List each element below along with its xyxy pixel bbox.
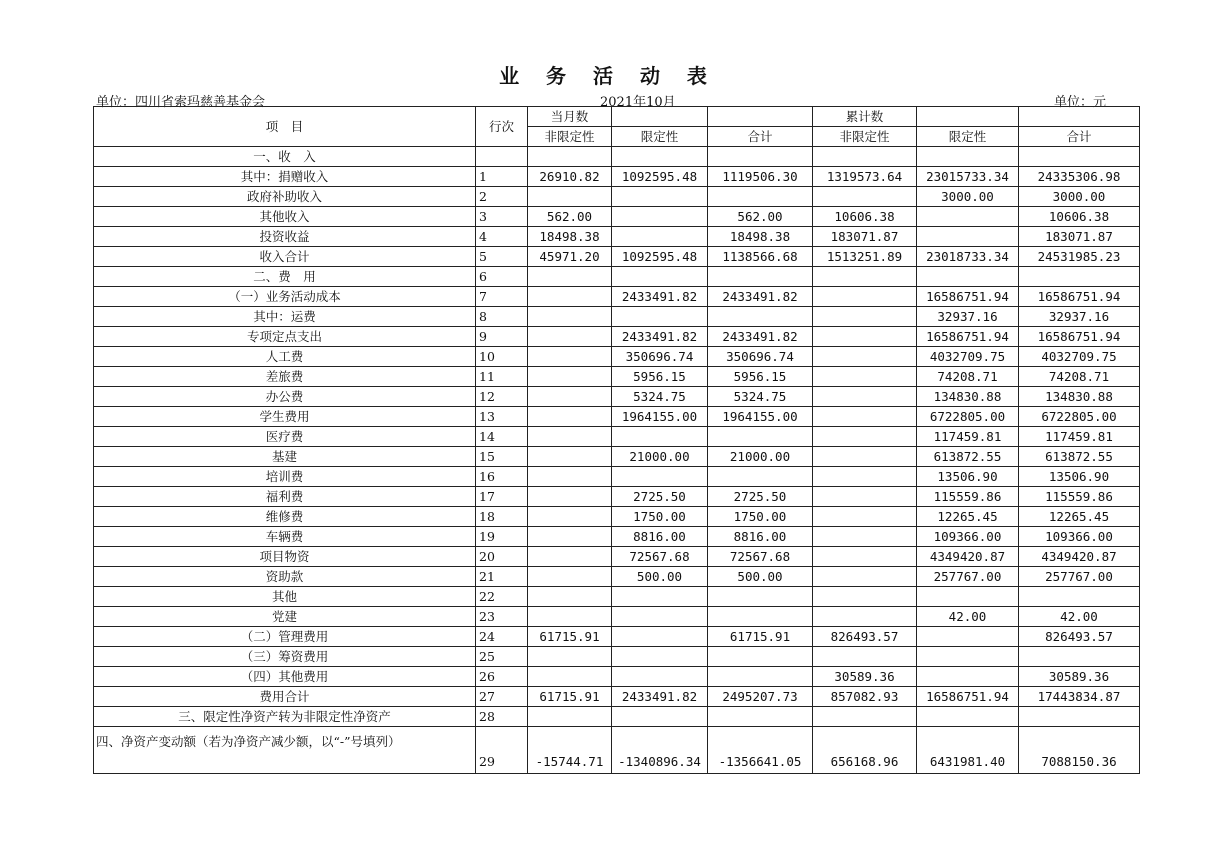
cell-cumulative-restricted	[917, 147, 1019, 167]
cell-month-unrestricted: 18498.38	[528, 227, 612, 247]
row-item-label: 三、限定性净资产转为非限定性净资产	[94, 707, 476, 727]
row-line-number: 20	[476, 547, 528, 567]
cell-cumulative-total: 6722805.00	[1019, 407, 1140, 427]
cell-month-unrestricted	[528, 567, 612, 587]
cell-cumulative-total: 134830.88	[1019, 387, 1140, 407]
cell-cumulative-total: 4032709.75	[1019, 347, 1140, 367]
cell-cumulative-total: 12265.45	[1019, 507, 1140, 527]
cell-cumulative-restricted	[917, 647, 1019, 667]
cell-cumulative-restricted: 13506.90	[917, 467, 1019, 487]
row-item-label: 学生费用	[94, 407, 476, 427]
cell-cumulative-total: 16586751.94	[1019, 327, 1140, 347]
cell-month-total	[708, 267, 813, 287]
table-row	[94, 447, 1140, 467]
cell-cumulative-unrestricted: 1319573.64	[813, 167, 917, 187]
row-line-number: 5	[476, 247, 528, 267]
cell-month-restricted	[612, 187, 708, 207]
header-blank-cell	[917, 107, 1019, 127]
cell-month-restricted: 8816.00	[612, 527, 708, 547]
cell-month-restricted: 72567.68	[612, 547, 708, 567]
cell-cumulative-unrestricted: 183071.87	[813, 227, 917, 247]
cell-month-unrestricted	[528, 147, 612, 167]
cell-month-unrestricted	[528, 287, 612, 307]
table-row	[94, 347, 1140, 367]
row-item-label: （一）业务活动成本	[94, 287, 476, 307]
cell-month-total: 1964155.00	[708, 407, 813, 427]
cell-month-total: 8816.00	[708, 527, 813, 547]
cell-month-total	[708, 307, 813, 327]
cell-month-unrestricted	[528, 387, 612, 407]
cell-cumulative-unrestricted	[813, 347, 917, 367]
table-row	[94, 507, 1140, 527]
row-item-label: 一、收 入	[94, 147, 476, 167]
table-row	[94, 427, 1140, 447]
cell-cumulative-restricted: 16586751.94	[917, 687, 1019, 707]
cell-cumulative-restricted: 6722805.00	[917, 407, 1019, 427]
cell-month-unrestricted	[528, 587, 612, 607]
row-item-label: 其中：运费	[94, 307, 476, 327]
cell-month-total	[708, 707, 813, 727]
cell-month-total: 562.00	[708, 207, 813, 227]
cell-cumulative-total	[1019, 707, 1140, 727]
cell-cumulative-total: 183071.87	[1019, 227, 1140, 247]
cell-cumulative-restricted: 257767.00	[917, 567, 1019, 587]
row-item-label: 福利费	[94, 487, 476, 507]
row-item-label: 培训费	[94, 467, 476, 487]
cell-month-restricted	[612, 667, 708, 687]
cell-cumulative-total: 74208.71	[1019, 367, 1140, 387]
row-item-label: 二、费 用	[94, 267, 476, 287]
cell-month-unrestricted	[528, 407, 612, 427]
cell-month-restricted: 2433491.82	[612, 287, 708, 307]
table-row	[94, 167, 1140, 187]
cell-cumulative-unrestricted: 10606.38	[813, 207, 917, 227]
cell-cumulative-unrestricted	[813, 427, 917, 447]
cell-month-total: 1119506.30	[708, 167, 813, 187]
cell-cumulative-restricted: 613872.55	[917, 447, 1019, 467]
cell-cumulative-total: 7088150.36	[1019, 727, 1140, 774]
row-line-number: 16	[476, 467, 528, 487]
cell-month-restricted	[612, 707, 708, 727]
cell-cumulative-total: 115559.86	[1019, 487, 1140, 507]
cell-month-restricted: 1092595.48	[612, 167, 708, 187]
cell-month-unrestricted	[528, 527, 612, 547]
row-item-label: 费用合计	[94, 687, 476, 707]
header-cumulative-restricted: 限定性	[917, 127, 1019, 147]
cell-month-total	[708, 607, 813, 627]
row-item-label: 车辆费	[94, 527, 476, 547]
cell-month-total	[708, 467, 813, 487]
cell-cumulative-unrestricted	[813, 447, 917, 467]
row-line-number: 25	[476, 647, 528, 667]
row-item-label: 医疗费	[94, 427, 476, 447]
row-line-number: 22	[476, 587, 528, 607]
cell-cumulative-total: 32937.16	[1019, 307, 1140, 327]
cell-cumulative-unrestricted	[813, 607, 917, 627]
cell-month-restricted: 2433491.82	[612, 687, 708, 707]
cell-month-unrestricted	[528, 707, 612, 727]
cell-month-unrestricted: -15744.71	[528, 727, 612, 774]
cell-month-unrestricted	[528, 667, 612, 687]
cell-cumulative-restricted	[917, 627, 1019, 647]
row-line-number: 11	[476, 367, 528, 387]
row-line-number: 8	[476, 307, 528, 327]
row-item-label: 其他	[94, 587, 476, 607]
table-row	[94, 187, 1140, 207]
cell-month-unrestricted	[528, 547, 612, 567]
cell-month-unrestricted	[528, 347, 612, 367]
cell-month-total: 1750.00	[708, 507, 813, 527]
cell-cumulative-restricted	[917, 267, 1019, 287]
table-row	[94, 307, 1140, 327]
table-row	[94, 607, 1140, 627]
cell-cumulative-unrestricted: 656168.96	[813, 727, 917, 774]
cell-cumulative-unrestricted	[813, 147, 917, 167]
cell-month-total: 1138566.68	[708, 247, 813, 267]
row-line-number: 10	[476, 347, 528, 367]
cell-month-total	[708, 647, 813, 667]
cell-month-total: 350696.74	[708, 347, 813, 367]
cell-cumulative-unrestricted	[813, 467, 917, 487]
cell-cumulative-unrestricted	[813, 267, 917, 287]
cell-month-restricted	[612, 147, 708, 167]
table-row	[94, 547, 1140, 567]
table-row	[94, 687, 1140, 707]
cell-cumulative-total: 613872.55	[1019, 447, 1140, 467]
cell-cumulative-restricted: 134830.88	[917, 387, 1019, 407]
cell-month-unrestricted: 26910.82	[528, 167, 612, 187]
cell-month-unrestricted: 45971.20	[528, 247, 612, 267]
header-month-total: 合计	[708, 127, 813, 147]
cell-month-restricted: 5956.15	[612, 367, 708, 387]
table-row	[94, 227, 1140, 247]
cell-cumulative-restricted	[917, 587, 1019, 607]
cell-month-total	[708, 667, 813, 687]
cell-cumulative-unrestricted: 826493.57	[813, 627, 917, 647]
row-item-label: 差旅费	[94, 367, 476, 387]
cell-cumulative-restricted: 4349420.87	[917, 547, 1019, 567]
cell-cumulative-total: 42.00	[1019, 607, 1140, 627]
row-item-label: （二）管理费用	[94, 627, 476, 647]
table-row	[94, 707, 1140, 727]
cell-cumulative-restricted: 6431981.40	[917, 727, 1019, 774]
cell-cumulative-unrestricted	[813, 287, 917, 307]
cell-cumulative-total: 4349420.87	[1019, 547, 1140, 567]
table-row	[94, 667, 1140, 687]
cell-month-restricted: 1750.00	[612, 507, 708, 527]
cell-month-total: 21000.00	[708, 447, 813, 467]
header-cumulative-unrestricted: 非限定性	[813, 127, 917, 147]
cell-cumulative-unrestricted	[813, 507, 917, 527]
cell-month-unrestricted	[528, 607, 612, 627]
cell-cumulative-total	[1019, 147, 1140, 167]
cell-month-unrestricted	[528, 327, 612, 347]
row-item-label: 党建	[94, 607, 476, 627]
cell-month-total: 2433491.82	[708, 287, 813, 307]
header-month-restricted: 限定性	[612, 127, 708, 147]
cell-cumulative-restricted	[917, 667, 1019, 687]
cell-cumulative-total	[1019, 267, 1140, 287]
cell-month-restricted: 1092595.48	[612, 247, 708, 267]
row-item-label: 人工费	[94, 347, 476, 367]
cell-month-restricted: 350696.74	[612, 347, 708, 367]
cell-month-unrestricted	[528, 487, 612, 507]
cell-cumulative-restricted: 74208.71	[917, 367, 1019, 387]
row-item-label: 四、净资产变动额（若为净资产减少额，以“-”号填列）	[94, 727, 476, 774]
table-row	[94, 207, 1140, 227]
table-row	[94, 467, 1140, 487]
cell-cumulative-restricted	[917, 707, 1019, 727]
cell-month-restricted: 21000.00	[612, 447, 708, 467]
cell-cumulative-total: 16586751.94	[1019, 287, 1140, 307]
row-line-number: 3	[476, 207, 528, 227]
cell-cumulative-total: 17443834.87	[1019, 687, 1140, 707]
table-row	[94, 567, 1140, 587]
header-blank-cell	[612, 107, 708, 127]
row-line-number: 13	[476, 407, 528, 427]
table-row	[94, 527, 1140, 547]
row-line-number: 7	[476, 287, 528, 307]
header-line-no: 行次	[476, 107, 528, 147]
cell-month-unrestricted	[528, 467, 612, 487]
cell-month-restricted	[612, 427, 708, 447]
row-line-number: 23	[476, 607, 528, 627]
cell-month-restricted	[612, 627, 708, 647]
cell-month-restricted: 1964155.00	[612, 407, 708, 427]
row-line-number: 12	[476, 387, 528, 407]
header-current-month: 当月数	[528, 107, 612, 127]
cell-cumulative-unrestricted	[813, 187, 917, 207]
cell-month-total	[708, 427, 813, 447]
row-line-number: 9	[476, 327, 528, 347]
table-row	[94, 267, 1140, 287]
cell-cumulative-unrestricted: 1513251.89	[813, 247, 917, 267]
row-line-number: 27	[476, 687, 528, 707]
row-item-label: 维修费	[94, 507, 476, 527]
cell-month-restricted: 2725.50	[612, 487, 708, 507]
cell-month-total: 500.00	[708, 567, 813, 587]
cell-month-restricted	[612, 647, 708, 667]
row-line-number: 19	[476, 527, 528, 547]
table-row	[94, 287, 1140, 307]
cell-cumulative-restricted: 16586751.94	[917, 327, 1019, 347]
cell-cumulative-restricted	[917, 227, 1019, 247]
organization-label: 单位：四川省索玛慈善基金会	[96, 95, 266, 110]
cell-month-restricted	[612, 267, 708, 287]
cell-month-total: 5324.75	[708, 387, 813, 407]
cell-month-unrestricted	[528, 267, 612, 287]
table-row	[94, 147, 1140, 167]
cell-cumulative-unrestricted	[813, 387, 917, 407]
cell-cumulative-restricted	[917, 207, 1019, 227]
cell-month-restricted	[612, 587, 708, 607]
cell-month-total: 2725.50	[708, 487, 813, 507]
row-item-label: （三）筹资费用	[94, 647, 476, 667]
cell-month-restricted: 2433491.82	[612, 327, 708, 347]
cell-cumulative-total: 24531985.23	[1019, 247, 1140, 267]
cell-cumulative-total: 3000.00	[1019, 187, 1140, 207]
cell-cumulative-restricted: 109366.00	[917, 527, 1019, 547]
cell-month-total: -1356641.05	[708, 727, 813, 774]
header-month-unrestricted: 非限定性	[528, 127, 612, 147]
cell-cumulative-unrestricted	[813, 307, 917, 327]
cell-cumulative-total: 24335306.98	[1019, 167, 1140, 187]
cell-month-restricted	[612, 607, 708, 627]
row-item-label: 其他收入	[94, 207, 476, 227]
cell-cumulative-unrestricted	[813, 547, 917, 567]
table-row	[94, 487, 1140, 507]
header-cumulative: 累计数	[813, 107, 917, 127]
table-row	[94, 327, 1140, 347]
report-title: 业 务 活 动 表	[499, 64, 717, 88]
row-line-number: 15	[476, 447, 528, 467]
cell-cumulative-restricted: 42.00	[917, 607, 1019, 627]
cell-cumulative-total: 117459.81	[1019, 427, 1140, 447]
activity-statement-table	[93, 106, 1140, 774]
cell-cumulative-restricted: 16586751.94	[917, 287, 1019, 307]
row-item-label: 办公费	[94, 387, 476, 407]
cell-month-unrestricted: 61715.91	[528, 687, 612, 707]
cell-month-unrestricted	[528, 307, 612, 327]
cell-month-unrestricted	[528, 427, 612, 447]
table-row	[94, 387, 1140, 407]
row-line-number: 18	[476, 507, 528, 527]
table-row	[94, 247, 1140, 267]
report-body	[94, 147, 1140, 774]
header-blank-cell	[1019, 107, 1140, 127]
cell-cumulative-restricted: 32937.16	[917, 307, 1019, 327]
table-row	[94, 727, 1140, 774]
row-line-number: 17	[476, 487, 528, 507]
currency-unit-label: 单位：元	[1054, 95, 1107, 110]
cell-month-total: 2433491.82	[708, 327, 813, 347]
row-item-label: 其中：捐赠收入	[94, 167, 476, 187]
row-item-label: （四）其他费用	[94, 667, 476, 687]
cell-month-restricted: -1340896.34	[612, 727, 708, 774]
cell-month-unrestricted	[528, 447, 612, 467]
report-period: 2021年10月	[600, 95, 676, 110]
header-item: 项 目	[94, 107, 476, 147]
cell-cumulative-restricted: 4032709.75	[917, 347, 1019, 367]
cell-month-total	[708, 187, 813, 207]
cell-cumulative-total: 30589.36	[1019, 667, 1140, 687]
row-line-number: 6	[476, 267, 528, 287]
cell-month-unrestricted	[528, 367, 612, 387]
row-line-number: 21	[476, 567, 528, 587]
cell-cumulative-total	[1019, 587, 1140, 607]
cell-month-total: 5956.15	[708, 367, 813, 387]
table-row	[94, 587, 1140, 607]
cell-month-unrestricted	[528, 507, 612, 527]
cell-cumulative-unrestricted	[813, 527, 917, 547]
header-cumulative-total: 合计	[1019, 127, 1140, 147]
row-line-number: 2	[476, 187, 528, 207]
row-item-label: 收入合计	[94, 247, 476, 267]
row-item-label: 基建	[94, 447, 476, 467]
cell-cumulative-total: 826493.57	[1019, 627, 1140, 647]
header-blank-cell	[708, 107, 813, 127]
cell-month-total: 18498.38	[708, 227, 813, 247]
cell-month-total: 2495207.73	[708, 687, 813, 707]
cell-cumulative-unrestricted	[813, 487, 917, 507]
table-row	[94, 647, 1140, 667]
cell-cumulative-unrestricted	[813, 587, 917, 607]
cell-cumulative-unrestricted	[813, 567, 917, 587]
row-line-number: 14	[476, 427, 528, 447]
row-line-number: 26	[476, 667, 528, 687]
cell-cumulative-unrestricted: 857082.93	[813, 687, 917, 707]
cell-month-restricted: 500.00	[612, 567, 708, 587]
cell-cumulative-total: 13506.90	[1019, 467, 1140, 487]
cell-cumulative-unrestricted: 30589.36	[813, 667, 917, 687]
row-item-label: 投资收益	[94, 227, 476, 247]
cell-month-unrestricted	[528, 647, 612, 667]
cell-month-total: 61715.91	[708, 627, 813, 647]
cell-month-unrestricted: 562.00	[528, 207, 612, 227]
row-line-number: 24	[476, 627, 528, 647]
cell-cumulative-total: 10606.38	[1019, 207, 1140, 227]
row-item-label: 项目物资	[94, 547, 476, 567]
cell-cumulative-restricted: 115559.86	[917, 487, 1019, 507]
cell-cumulative-total	[1019, 647, 1140, 667]
row-line-number: 4	[476, 227, 528, 247]
table-row	[94, 627, 1140, 647]
cell-month-unrestricted	[528, 187, 612, 207]
cell-cumulative-restricted: 12265.45	[917, 507, 1019, 527]
cell-cumulative-unrestricted	[813, 367, 917, 387]
row-item-label: 资助款	[94, 567, 476, 587]
cell-month-unrestricted: 61715.91	[528, 627, 612, 647]
row-line-number: 29	[476, 727, 528, 774]
row-line-number: 28	[476, 707, 528, 727]
row-line-number	[476, 147, 528, 167]
cell-cumulative-unrestricted	[813, 647, 917, 667]
cell-cumulative-total: 257767.00	[1019, 567, 1140, 587]
cell-month-restricted	[612, 467, 708, 487]
cell-cumulative-unrestricted	[813, 707, 917, 727]
cell-cumulative-restricted: 23018733.34	[917, 247, 1019, 267]
cell-month-restricted	[612, 307, 708, 327]
cell-cumulative-restricted: 23015733.34	[917, 167, 1019, 187]
cell-cumulative-unrestricted	[813, 327, 917, 347]
cell-month-restricted	[612, 207, 708, 227]
cell-month-total: 72567.68	[708, 547, 813, 567]
cell-cumulative-total: 109366.00	[1019, 527, 1140, 547]
header-row-1	[94, 107, 1140, 127]
table-row	[94, 367, 1140, 387]
cell-cumulative-restricted: 3000.00	[917, 187, 1019, 207]
cell-cumulative-restricted: 117459.81	[917, 427, 1019, 447]
cell-month-restricted	[612, 227, 708, 247]
row-item-label: 政府补助收入	[94, 187, 476, 207]
cell-cumulative-unrestricted	[813, 407, 917, 427]
cell-month-total	[708, 587, 813, 607]
row-item-label: 专项定点支出	[94, 327, 476, 347]
table-row	[94, 407, 1140, 427]
cell-month-restricted: 5324.75	[612, 387, 708, 407]
row-line-number: 1	[476, 167, 528, 187]
cell-month-total	[708, 147, 813, 167]
